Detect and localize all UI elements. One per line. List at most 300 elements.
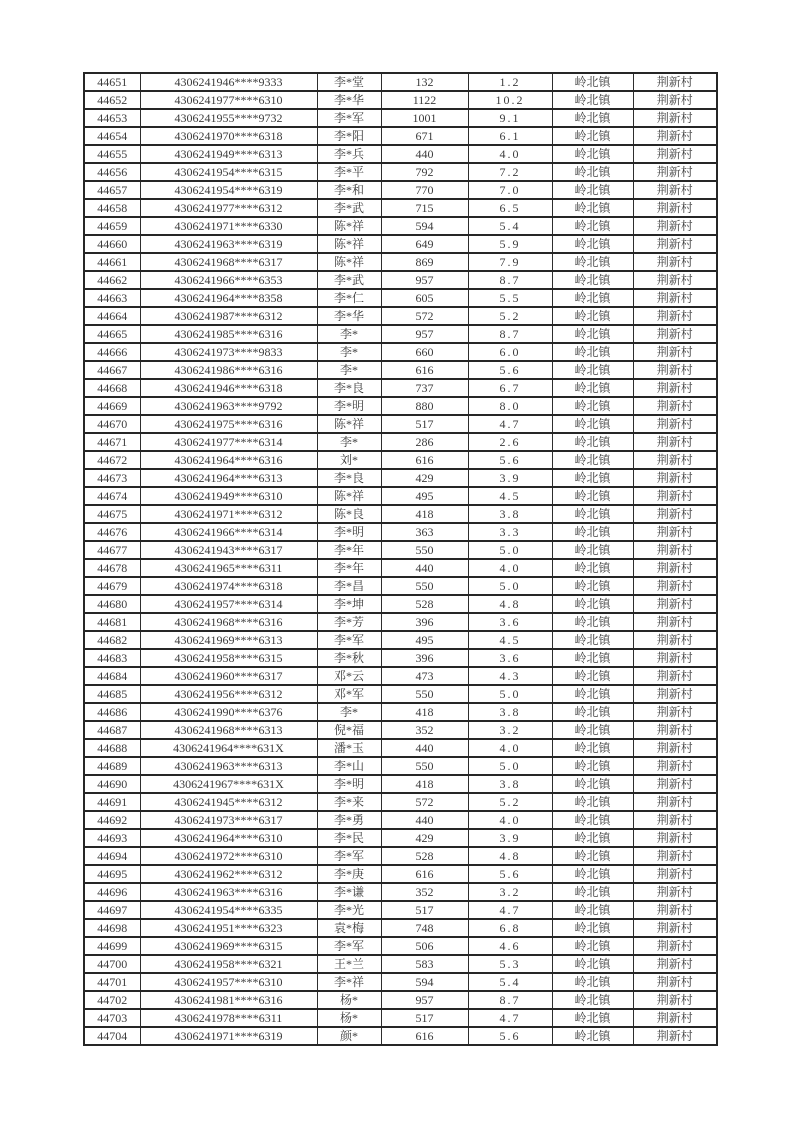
rate-cell: 6.7	[468, 379, 552, 397]
village-cell: 荆新村	[633, 919, 717, 937]
town-cell: 岭北镇	[552, 181, 633, 199]
serial-cell: 44680	[84, 595, 140, 613]
town-cell: 岭北镇	[552, 541, 633, 559]
name-cell: 李*年	[317, 541, 381, 559]
serial-cell: 44686	[84, 703, 140, 721]
rate-cell: 4.7	[468, 1009, 552, 1027]
name-cell: 李*武	[317, 199, 381, 217]
village-cell: 荆新村	[633, 973, 717, 991]
serial-cell: 44670	[84, 415, 140, 433]
town-cell: 岭北镇	[552, 343, 633, 361]
name-cell: 刘*	[317, 451, 381, 469]
amount-cell: 132	[381, 73, 468, 91]
village-cell: 荆新村	[633, 271, 717, 289]
id-number-cell: 4306241964****6316	[140, 451, 317, 469]
name-cell: 李*昌	[317, 577, 381, 595]
id-number-cell: 4306241960****6317	[140, 667, 317, 685]
village-cell: 荆新村	[633, 739, 717, 757]
rate-cell: 6.1	[468, 127, 552, 145]
town-cell: 岭北镇	[552, 721, 633, 739]
town-cell: 岭北镇	[552, 775, 633, 793]
town-cell: 岭北镇	[552, 559, 633, 577]
table-row	[84, 433, 717, 451]
amount-cell: 473	[381, 667, 468, 685]
village-cell: 荆新村	[633, 901, 717, 919]
rate-cell: 4.0	[468, 739, 552, 757]
rate-cell: 5.0	[468, 757, 552, 775]
village-cell: 荆新村	[633, 595, 717, 613]
rate-cell: 5.5	[468, 289, 552, 307]
rate-cell: 5.6	[468, 451, 552, 469]
table-row	[84, 901, 717, 919]
rate-cell: 1.2	[468, 73, 552, 91]
table-row	[84, 829, 717, 847]
name-cell: 颜*	[317, 1027, 381, 1045]
table-row	[84, 469, 717, 487]
town-cell: 岭北镇	[552, 973, 633, 991]
amount-cell: 957	[381, 325, 468, 343]
table-row	[84, 505, 717, 523]
town-cell: 岭北镇	[552, 919, 633, 937]
id-number-cell: 4306241964****6310	[140, 829, 317, 847]
amount-cell: 594	[381, 973, 468, 991]
town-cell: 岭北镇	[552, 631, 633, 649]
amount-cell: 594	[381, 217, 468, 235]
serial-cell: 44656	[84, 163, 140, 181]
id-number-cell: 4306241990****6376	[140, 703, 317, 721]
amount-cell: 528	[381, 847, 468, 865]
rate-cell: 5.9	[468, 235, 552, 253]
rate-cell: 5.2	[468, 793, 552, 811]
name-cell: 李*堂	[317, 73, 381, 91]
name-cell: 李*军	[317, 937, 381, 955]
village-cell: 荆新村	[633, 775, 717, 793]
amount-cell: 495	[381, 631, 468, 649]
village-cell: 荆新村	[633, 235, 717, 253]
table-row	[84, 289, 717, 307]
id-number-cell: 4306241975****6316	[140, 415, 317, 433]
serial-cell: 44654	[84, 127, 140, 145]
id-number-cell: 4306241964****8358	[140, 289, 317, 307]
village-cell: 荆新村	[633, 757, 717, 775]
name-cell: 李*民	[317, 829, 381, 847]
rate-cell: 3.8	[468, 775, 552, 793]
name-cell: 袁*梅	[317, 919, 381, 937]
village-cell: 荆新村	[633, 685, 717, 703]
village-cell: 荆新村	[633, 991, 717, 1009]
name-cell: 杨*	[317, 991, 381, 1009]
village-cell: 荆新村	[633, 793, 717, 811]
name-cell: 王*兰	[317, 955, 381, 973]
table-row	[84, 757, 717, 775]
table-row	[84, 217, 717, 235]
name-cell: 陈*祥	[317, 217, 381, 235]
serial-cell: 44702	[84, 991, 140, 1009]
town-cell: 岭北镇	[552, 793, 633, 811]
town-cell: 岭北镇	[552, 469, 633, 487]
rate-cell: 8.0	[468, 397, 552, 415]
town-cell: 岭北镇	[552, 487, 633, 505]
amount-cell: 550	[381, 577, 468, 595]
town-cell: 岭北镇	[552, 1009, 633, 1027]
town-cell: 岭北镇	[552, 415, 633, 433]
rate-cell: 8.7	[468, 271, 552, 289]
town-cell: 岭北镇	[552, 1027, 633, 1045]
id-number-cell: 4306241958****6321	[140, 955, 317, 973]
serial-cell: 44681	[84, 613, 140, 631]
table-body	[84, 73, 717, 1045]
serial-cell: 44657	[84, 181, 140, 199]
amount-cell: 583	[381, 955, 468, 973]
serial-cell: 44695	[84, 865, 140, 883]
id-number-cell: 4306241986****6316	[140, 361, 317, 379]
name-cell: 李*军	[317, 847, 381, 865]
town-cell: 岭北镇	[552, 325, 633, 343]
table-row	[84, 1027, 717, 1045]
village-cell: 荆新村	[633, 703, 717, 721]
rate-cell: 3.2	[468, 883, 552, 901]
table-row	[84, 235, 717, 253]
town-cell: 岭北镇	[552, 937, 633, 955]
name-cell: 李*华	[317, 91, 381, 109]
serial-cell: 44652	[84, 91, 140, 109]
amount-cell: 572	[381, 793, 468, 811]
name-cell: 李*	[317, 343, 381, 361]
serial-cell: 44655	[84, 145, 140, 163]
serial-cell: 44692	[84, 811, 140, 829]
town-cell: 岭北镇	[552, 91, 633, 109]
id-number-cell: 4306241968****6313	[140, 721, 317, 739]
name-cell: 李*明	[317, 397, 381, 415]
amount-cell: 957	[381, 991, 468, 1009]
amount-cell: 605	[381, 289, 468, 307]
town-cell: 岭北镇	[552, 235, 633, 253]
rate-cell: 5.0	[468, 541, 552, 559]
name-cell: 李*兵	[317, 145, 381, 163]
table-row	[84, 397, 717, 415]
name-cell: 李*阳	[317, 127, 381, 145]
amount-cell: 737	[381, 379, 468, 397]
serial-cell: 44674	[84, 487, 140, 505]
table-row	[84, 109, 717, 127]
id-number-cell: 4306241949****6313	[140, 145, 317, 163]
serial-cell: 44651	[84, 73, 140, 91]
town-cell: 岭北镇	[552, 253, 633, 271]
village-cell: 荆新村	[633, 721, 717, 739]
village-cell: 荆新村	[633, 433, 717, 451]
serial-cell: 44701	[84, 973, 140, 991]
id-number-cell: 4306241977****6310	[140, 91, 317, 109]
amount-cell: 572	[381, 307, 468, 325]
village-cell: 荆新村	[633, 667, 717, 685]
amount-cell: 528	[381, 595, 468, 613]
amount-cell: 440	[381, 145, 468, 163]
village-cell: 荆新村	[633, 811, 717, 829]
id-number-cell: 4306241985****6316	[140, 325, 317, 343]
amount-cell: 715	[381, 199, 468, 217]
table-row	[84, 775, 717, 793]
serial-cell: 44671	[84, 433, 140, 451]
id-number-cell: 4306241965****6311	[140, 559, 317, 577]
serial-cell: 44690	[84, 775, 140, 793]
rate-cell: 3.8	[468, 703, 552, 721]
amount-cell: 671	[381, 127, 468, 145]
table-row	[84, 127, 717, 145]
town-cell: 岭北镇	[552, 199, 633, 217]
town-cell: 岭北镇	[552, 379, 633, 397]
table-row	[84, 181, 717, 199]
table-row	[84, 523, 717, 541]
name-cell: 李*来	[317, 793, 381, 811]
id-number-cell: 4306241968****6316	[140, 613, 317, 631]
amount-cell: 517	[381, 901, 468, 919]
table-row	[84, 919, 717, 937]
village-cell: 荆新村	[633, 883, 717, 901]
serial-cell: 44659	[84, 217, 140, 235]
name-cell: 陈*祥	[317, 235, 381, 253]
serial-cell: 44653	[84, 109, 140, 127]
amount-cell: 550	[381, 541, 468, 559]
table-row	[84, 343, 717, 361]
serial-cell: 44691	[84, 793, 140, 811]
serial-cell: 44665	[84, 325, 140, 343]
town-cell: 岭北镇	[552, 361, 633, 379]
village-cell: 荆新村	[633, 559, 717, 577]
table-row	[84, 199, 717, 217]
rate-cell: 4.0	[468, 559, 552, 577]
id-number-cell: 4306241974****6318	[140, 577, 317, 595]
name-cell: 邓*军	[317, 685, 381, 703]
serial-cell: 44703	[84, 1009, 140, 1027]
rate-cell: 9.1	[468, 109, 552, 127]
serial-cell: 44700	[84, 955, 140, 973]
name-cell: 李*坤	[317, 595, 381, 613]
id-number-cell: 4306241967****631X	[140, 775, 317, 793]
table-row	[84, 703, 717, 721]
village-cell: 荆新村	[633, 613, 717, 631]
town-cell: 岭北镇	[552, 451, 633, 469]
id-number-cell: 4306241971****6319	[140, 1027, 317, 1045]
rate-cell: 4.0	[468, 811, 552, 829]
rate-cell: 4.5	[468, 631, 552, 649]
amount-cell: 748	[381, 919, 468, 937]
table-row	[84, 91, 717, 109]
village-cell: 荆新村	[633, 505, 717, 523]
id-number-cell: 4306241957****6314	[140, 595, 317, 613]
town-cell: 岭北镇	[552, 163, 633, 181]
id-number-cell: 4306241954****6315	[140, 163, 317, 181]
amount-cell: 616	[381, 865, 468, 883]
serial-cell: 44672	[84, 451, 140, 469]
serial-cell: 44668	[84, 379, 140, 397]
id-number-cell: 4306241956****6312	[140, 685, 317, 703]
name-cell: 李*平	[317, 163, 381, 181]
name-cell: 李*年	[317, 559, 381, 577]
town-cell: 岭北镇	[552, 595, 633, 613]
serial-cell: 44669	[84, 397, 140, 415]
amount-cell: 286	[381, 433, 468, 451]
rate-cell: 7.9	[468, 253, 552, 271]
rate-cell: 4.7	[468, 901, 552, 919]
table-row	[84, 451, 717, 469]
amount-cell: 440	[381, 811, 468, 829]
amount-cell: 550	[381, 685, 468, 703]
village-cell: 荆新村	[633, 361, 717, 379]
town-cell: 岭北镇	[552, 433, 633, 451]
table-row	[84, 937, 717, 955]
name-cell: 李*良	[317, 379, 381, 397]
table-row	[84, 73, 717, 91]
table-row	[84, 667, 717, 685]
table-row	[84, 307, 717, 325]
village-cell: 荆新村	[633, 847, 717, 865]
amount-cell: 429	[381, 829, 468, 847]
town-cell: 岭北镇	[552, 109, 633, 127]
name-cell: 杨*	[317, 1009, 381, 1027]
name-cell: 陈*祥	[317, 415, 381, 433]
amount-cell: 396	[381, 649, 468, 667]
name-cell: 李*	[317, 361, 381, 379]
town-cell: 岭北镇	[552, 73, 633, 91]
amount-cell: 957	[381, 271, 468, 289]
amount-cell: 440	[381, 559, 468, 577]
name-cell: 陈*祥	[317, 487, 381, 505]
town-cell: 岭北镇	[552, 955, 633, 973]
name-cell: 李*山	[317, 757, 381, 775]
serial-cell: 44667	[84, 361, 140, 379]
village-cell: 荆新村	[633, 145, 717, 163]
name-cell: 李*芳	[317, 613, 381, 631]
town-cell: 岭北镇	[552, 757, 633, 775]
amount-cell: 363	[381, 523, 468, 541]
town-cell: 岭北镇	[552, 577, 633, 595]
serial-cell: 44683	[84, 649, 140, 667]
town-cell: 岭北镇	[552, 613, 633, 631]
id-number-cell: 4306241966****6353	[140, 271, 317, 289]
amount-cell: 396	[381, 613, 468, 631]
name-cell: 李*仁	[317, 289, 381, 307]
table-row	[84, 487, 717, 505]
serial-cell: 44679	[84, 577, 140, 595]
rate-cell: 3.6	[468, 613, 552, 631]
village-cell: 荆新村	[633, 343, 717, 361]
village-cell: 荆新村	[633, 253, 717, 271]
town-cell: 岭北镇	[552, 649, 633, 667]
amount-cell: 429	[381, 469, 468, 487]
amount-cell: 418	[381, 703, 468, 721]
id-number-cell: 4306241963****6313	[140, 757, 317, 775]
table-row	[84, 883, 717, 901]
id-number-cell: 4306241973****6317	[140, 811, 317, 829]
data-table	[83, 72, 718, 1046]
id-number-cell: 4306241969****6313	[140, 631, 317, 649]
serial-cell: 44678	[84, 559, 140, 577]
id-number-cell: 4306241973****9833	[140, 343, 317, 361]
id-number-cell: 4306241981****6316	[140, 991, 317, 1009]
table-row	[84, 793, 717, 811]
name-cell: 李*	[317, 703, 381, 721]
id-number-cell: 4306241946****9333	[140, 73, 317, 91]
town-cell: 岭北镇	[552, 289, 633, 307]
serial-cell: 44699	[84, 937, 140, 955]
serial-cell: 44661	[84, 253, 140, 271]
table-row	[84, 739, 717, 757]
id-number-cell: 4306241969****6315	[140, 937, 317, 955]
name-cell: 李*光	[317, 901, 381, 919]
town-cell: 岭北镇	[552, 271, 633, 289]
village-cell: 荆新村	[633, 469, 717, 487]
id-number-cell: 4306241962****6312	[140, 865, 317, 883]
name-cell: 李*秋	[317, 649, 381, 667]
name-cell: 李*庚	[317, 865, 381, 883]
serial-cell: 44696	[84, 883, 140, 901]
rate-cell: 5.3	[468, 955, 552, 973]
amount-cell: 418	[381, 505, 468, 523]
rate-cell: 8.7	[468, 991, 552, 1009]
village-cell: 荆新村	[633, 523, 717, 541]
rate-cell: 5.6	[468, 1027, 552, 1045]
town-cell: 岭北镇	[552, 883, 633, 901]
rate-cell: 4.3	[468, 667, 552, 685]
table-row	[84, 379, 717, 397]
table-row	[84, 541, 717, 559]
village-cell: 荆新村	[633, 829, 717, 847]
id-number-cell: 4306241987****6312	[140, 307, 317, 325]
serial-cell: 44675	[84, 505, 140, 523]
rate-cell: 3.8	[468, 505, 552, 523]
amount-cell: 770	[381, 181, 468, 199]
table-row	[84, 649, 717, 667]
amount-cell: 550	[381, 757, 468, 775]
amount-cell: 880	[381, 397, 468, 415]
rate-cell: 3.2	[468, 721, 552, 739]
rate-cell: 4.6	[468, 937, 552, 955]
rate-cell: 3.6	[468, 649, 552, 667]
table-row	[84, 721, 717, 739]
village-cell: 荆新村	[633, 289, 717, 307]
rate-cell: 5.2	[468, 307, 552, 325]
id-number-cell: 4306241963****6319	[140, 235, 317, 253]
rate-cell: 5.0	[468, 685, 552, 703]
name-cell: 李*军	[317, 631, 381, 649]
table-row	[84, 415, 717, 433]
amount-cell: 616	[381, 361, 468, 379]
table-row	[84, 955, 717, 973]
name-cell: 倪*福	[317, 721, 381, 739]
table-row	[84, 865, 717, 883]
village-cell: 荆新村	[633, 217, 717, 235]
village-cell: 荆新村	[633, 865, 717, 883]
serial-cell: 44693	[84, 829, 140, 847]
id-number-cell: 4306241977****6312	[140, 199, 317, 217]
serial-cell: 44673	[84, 469, 140, 487]
name-cell: 李*谦	[317, 883, 381, 901]
id-number-cell: 4306241943****6317	[140, 541, 317, 559]
serial-cell: 44666	[84, 343, 140, 361]
amount-cell: 649	[381, 235, 468, 253]
table-row	[84, 361, 717, 379]
id-number-cell: 4306241958****6315	[140, 649, 317, 667]
table-row	[84, 613, 717, 631]
rate-cell: 10.2	[468, 91, 552, 109]
village-cell: 荆新村	[633, 325, 717, 343]
name-cell: 陈*良	[317, 505, 381, 523]
id-number-cell: 4306241978****6311	[140, 1009, 317, 1027]
town-cell: 岭北镇	[552, 505, 633, 523]
name-cell: 李*华	[317, 307, 381, 325]
id-number-cell: 4306241963****9792	[140, 397, 317, 415]
table-row	[84, 811, 717, 829]
